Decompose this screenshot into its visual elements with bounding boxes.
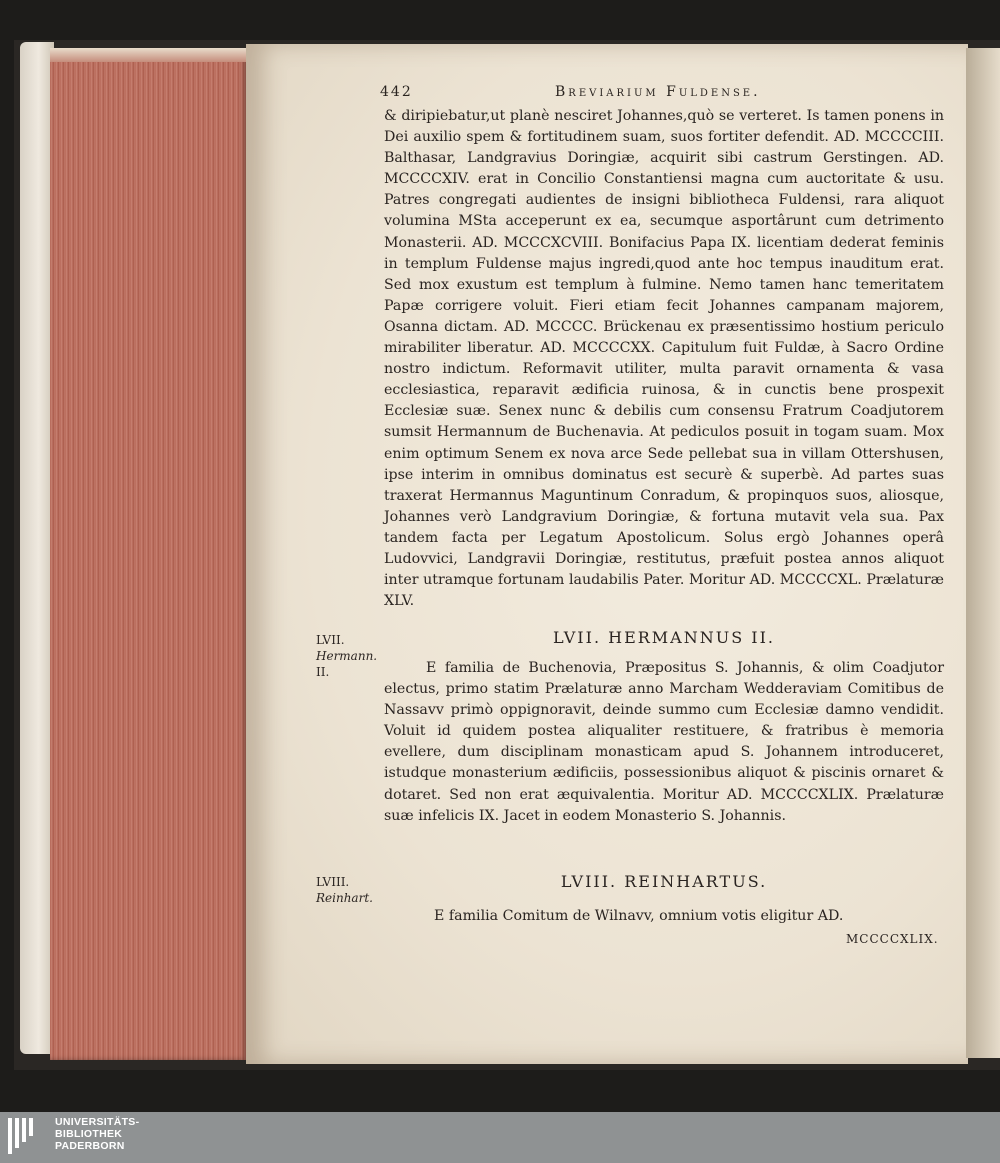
library-name-line1: UNIVERSITÄTS- bbox=[55, 1116, 140, 1128]
section-heading-lviii: LVIII. REINHARTUS. bbox=[560, 872, 768, 891]
margin-note-lviii bbox=[316, 874, 373, 906]
section-text-lvii bbox=[384, 658, 944, 827]
facing-page-edge bbox=[966, 48, 1000, 1058]
running-title: Breviarium Fuldense. bbox=[555, 84, 761, 100]
page-edges-red bbox=[50, 48, 248, 1060]
body-paragraph: & diripiebatur,ut planè nesciret Johannes,quò se verteret. Is tamen ponens in Dei auxilio spem & fortitudinem suam, suos fortiter defendit. AD. MCCCCIII. Balthasar, Landgravius Doringiæ, acquirit sibi castrum Gerstingen. AD. MCCCCXIV. erat in Concilio Constantiensi magna cum auctoritate & usu. Patres congregati audientes de insigni bibliotheca Fuldensi, rara aliquot volumina MSta acceperunt ex ea, secumque asportârunt cum detrimento Monasterii. AD. MCCCXCVIII. Bonifacius Papa IX. licentiam dederat feminis in templum Fuldense majus ingredi,quod ante hoc tempus inauditum erat. Sed mox exustum est templum à fulmine. Nemo tamen hanc temeritatem Papæ corrigere voluit. Fieri etiam fecit Johannes campanam majorem, Osanna dictam. AD. MCCCC. Brückenau ex præsentissimo hostium periculo mirabiliter liberatur. AD. MCCCCXX. Capitulum fuit Fuldæ, à Sacro Ordine nostro indictum. Reformavit utiliter, multa paravit ornamenta & vasa ecclesiastica, reparavit ædificia ruinosa, & in cunctis bene prospexit Ecclesiæ suæ. Senex nunc & debilis cum consensu Fratrum Coadjutorem sumsit Hermannum de Buchenavia. At pediculos posuit in togam suam. Mox enim optimum Senem ex nova arce Sede pellebat sua in villam Ottershusen, ipse interim in omnibus dominatus est securè & superbè. Ad partes suas traxerat Hermannus Maguntinum Conradum, & propinquos suos, aliosque, Johannes verò Landgravium Doringiæ, & fortuna mutavit vela sua. Pax tandem facta per Legatum Apostolicum. Solus ergò Johannes operâ Ludovvici, Landgravii Doringiæ, restitutus, præfuit postea annos aliquot inter utramque fortunam laudabilis Pater. Moritur AD. MCCCCXL. Prælaturæ XLV. bbox=[384, 108, 944, 610]
library-footer-bar bbox=[0, 1112, 1000, 1163]
catchword: MCCCCXLIX. bbox=[846, 932, 939, 946]
library-name-line3: PADERBORN bbox=[55, 1140, 125, 1152]
section-text-lviii bbox=[384, 906, 944, 927]
library-name bbox=[55, 1116, 139, 1152]
library-logo-icon bbox=[8, 1118, 48, 1154]
section-paragraph: E familia de Buchenovia, Præpositus S. Johannis, & olim Coadjutor electus, primo statim Prælaturæ anno Marcham Wedderaviam Comitibus de Nassavv primò oppignoravit, deinde summo cum Ecclesiæ damno vendidit. Voluit id quidem postea aliqualiter restituere, & fratribus è memoria evellere, dum disciplinam monasticam apud S. Johannem introduceret, istudque monasterium ædificiis, possessionibus aliquot & piscinis ornaret & dotaret. Sed non erat æquivalentia. Moritur AD. MCCCCXLIX. Prælaturæ suæ infelicis IX. Jacet in eodem Monasterio S. Johannis. bbox=[384, 660, 944, 824]
section-paragraph: E familia Comitum de Wilnavv, omnium votis eligitur AD. bbox=[434, 908, 844, 924]
margin-name: Hermann. bbox=[316, 649, 378, 663]
body-text-block bbox=[384, 106, 944, 612]
margin-suffix: II. bbox=[316, 665, 330, 679]
margin-note-lvii bbox=[316, 632, 377, 680]
book-cover-edge bbox=[20, 42, 54, 1054]
section-heading-lvii: LVII. HERMANNUS II. bbox=[553, 628, 775, 647]
library-name-line2: BIBLIOTHEK bbox=[55, 1128, 123, 1140]
margin-number: LVIII. bbox=[316, 875, 350, 889]
page-number: 442 bbox=[380, 84, 413, 100]
margin-number: LVII. bbox=[316, 633, 345, 647]
margin-name: Reinhart. bbox=[316, 891, 373, 905]
